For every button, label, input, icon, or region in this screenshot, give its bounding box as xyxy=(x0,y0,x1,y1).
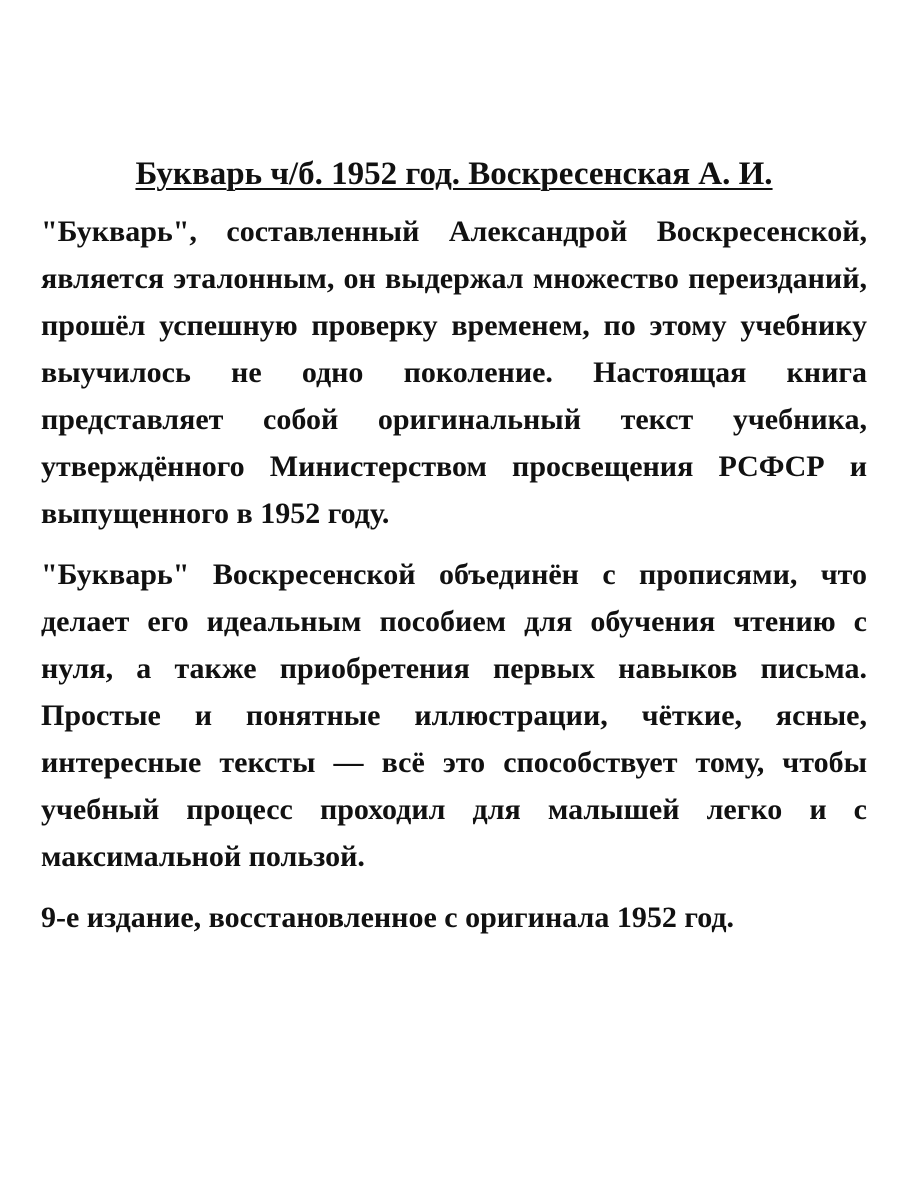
document-page xyxy=(41,150,867,955)
description-paragraph-1: "Букварь", составленный Александрой Воскресенской, является эталонным, он выдержал множество переизданий, прошёл успешную проверку временем, по этому учебнику выучилось не одно поколение. Настоящая книга представляет собой оригинальный текст учебника, утверждённого Министерством просвещения РСФСР и выпущенного в 1952 году. xyxy=(41,215,867,530)
description-paragraph-2: "Букварь" Воскресенской объединён с прописями, что делает его идеальным пособием для обучения чтению с нуля, а также приобретения первых навыков письма. Простые и понятные иллюстрации, чёткие, ясные, интересные тексты — всё это способствует тому, чтобы учебный процесс проходил для малышей легко и с максимальной пользой. xyxy=(41,558,867,873)
document-title: Букварь ч/б. 1952 год. Воскресенская А. И. xyxy=(135,156,773,192)
edition-note: 9-е издание, восстановленное с оригинала 1952 год. xyxy=(41,901,735,934)
